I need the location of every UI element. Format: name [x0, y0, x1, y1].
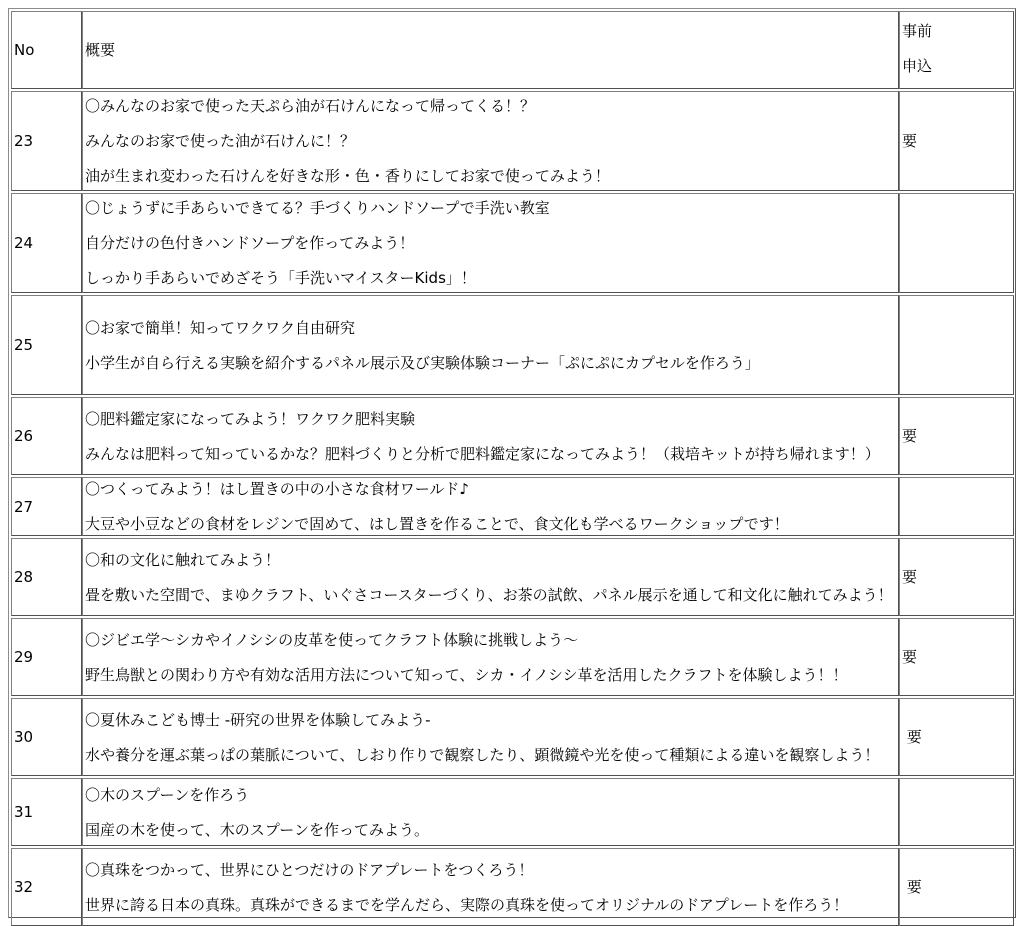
prereg-mark: 要	[902, 728, 922, 746]
row-summary	[82, 698, 899, 776]
header-prereg	[899, 11, 1014, 89]
table-row	[11, 295, 1014, 395]
event-description: 世界に誇る日本の真珠。真珠ができるまでを学んだら、実際の真珠を使ってオリジナルのドアプレートを作ろう！	[85, 895, 849, 914]
event-description: 国産の木を使って、木のスプーンを作ってみよう。	[85, 820, 429, 839]
row-summary	[82, 193, 899, 293]
table-row	[11, 91, 1014, 191]
row-number: 28	[11, 538, 82, 616]
table-row	[11, 778, 1014, 846]
row-summary	[82, 397, 899, 475]
event-title: 〇夏休みこども博士 -研究の世界を体験してみよう-	[85, 710, 431, 729]
events-table	[11, 11, 1014, 926]
table-row	[11, 397, 1014, 475]
row-prereg	[899, 778, 1014, 846]
header-prereg-line2: 申込	[902, 57, 933, 75]
event-description: 水や養分を運ぶ葉っぱの葉脈について、しおり作りで観察したり、顕微鏡や光を使って種類による違いを観察しよう！	[85, 745, 880, 764]
event-title: 〇真珠をつかって、世界にひとつだけのドアプレートをつくろう！	[85, 860, 534, 879]
row-number: 30	[11, 698, 82, 776]
event-title: 〇みんなのお家で使った天ぷら油が石けんになって帰ってくる！？	[85, 97, 536, 115]
row-prereg	[899, 848, 1014, 926]
event-description: 畳を敷いた空間で、まゆクラフト、いぐさコースターづくり、お茶の試飲、パネル展示を通して和文化に触れてみよう！	[85, 585, 893, 604]
row-number: 26	[11, 397, 82, 475]
events-table-frame	[8, 8, 1016, 918]
row-prereg	[899, 397, 1014, 475]
row-prereg	[899, 618, 1014, 696]
row-prereg	[899, 698, 1014, 776]
table-row	[11, 538, 1014, 616]
row-number: 24	[11, 193, 82, 293]
header-prereg-line1: 事前	[902, 22, 933, 40]
event-title: 〇和の文化に触れてみよう！	[85, 550, 281, 569]
row-prereg	[899, 477, 1014, 536]
event-description: 野生鳥獣との関わり方や有効な活用方法について知って、シカ・イノシシ革を活用したクラフトを体験しよう！！	[85, 665, 848, 684]
event-description: 小学生が自ら行える実験を紹介するパネル展示及び実験体験コーナー「ぷにぷにカプセルを作ろう」	[85, 353, 760, 372]
row-summary	[82, 295, 899, 395]
row-number: 25	[11, 295, 82, 395]
row-summary	[82, 848, 899, 926]
prereg-mark: 要	[902, 878, 922, 896]
table-header-row	[11, 11, 1014, 89]
event-title: 〇お家で簡単！知ってワクワク自由研究	[85, 318, 356, 337]
row-summary	[82, 618, 899, 696]
table-row	[11, 618, 1014, 696]
row-prereg	[899, 193, 1014, 293]
row-number: 29	[11, 618, 82, 696]
event-title: 〇肥料鑑定家になってみよう！ワクワク肥料実験	[85, 409, 416, 428]
event-description: みんなのお家で使った油が石けんに！？	[85, 132, 356, 150]
event-description: 油が生まれ変わった石けんを好きな形・色・香りにしてお家で使ってみよう！	[85, 167, 610, 185]
row-summary	[82, 91, 899, 191]
table-row	[11, 848, 1014, 926]
row-prereg	[899, 91, 1014, 191]
event-title: 〇じょうずに手あらいできてる？手づくりハンドソープで手洗い教室	[85, 199, 550, 217]
row-summary	[82, 538, 899, 616]
row-prereg	[899, 538, 1014, 616]
event-title: 〇ジビエ学～シカやイノシシの皮革を使ってクラフト体験に挑戦しよう～	[85, 630, 579, 649]
prereg-mark: 要	[902, 427, 918, 445]
row-summary	[82, 477, 899, 536]
row-summary	[82, 778, 899, 846]
event-description: しっかり手あらいでめざそう「手洗いマイスターKids」！	[85, 269, 476, 287]
event-description: みんなは肥料って知っているかな？肥料づくりと分析で肥料鑑定家になってみよう！（栽培キットが持ち帰れます！）	[85, 444, 880, 463]
prereg-mark: 要	[902, 568, 918, 586]
prereg-mark: 要	[902, 648, 918, 666]
row-number: 31	[11, 778, 82, 846]
header-summary: 概要	[82, 11, 899, 89]
table-row	[11, 477, 1014, 536]
prereg-mark: 要	[902, 132, 918, 150]
table-row	[11, 193, 1014, 293]
event-description: 大豆や小豆などの食材をレジンで固めて、はし置きを作ることで、食文化も学べるワークショップです！	[85, 515, 789, 533]
row-prereg	[899, 295, 1014, 395]
table-row	[11, 698, 1014, 776]
header-no: No	[11, 11, 82, 89]
row-number: 32	[11, 848, 82, 926]
event-title: 〇木のスプーンを作ろう	[85, 785, 250, 804]
row-number: 27	[11, 477, 82, 536]
event-description: 自分だけの色付きハンドソープを作ってみよう！	[85, 234, 415, 252]
event-title: 〇つくってみよう！はし置きの中の小さな食材ワールド♪	[85, 480, 469, 498]
row-number: 23	[11, 91, 82, 191]
